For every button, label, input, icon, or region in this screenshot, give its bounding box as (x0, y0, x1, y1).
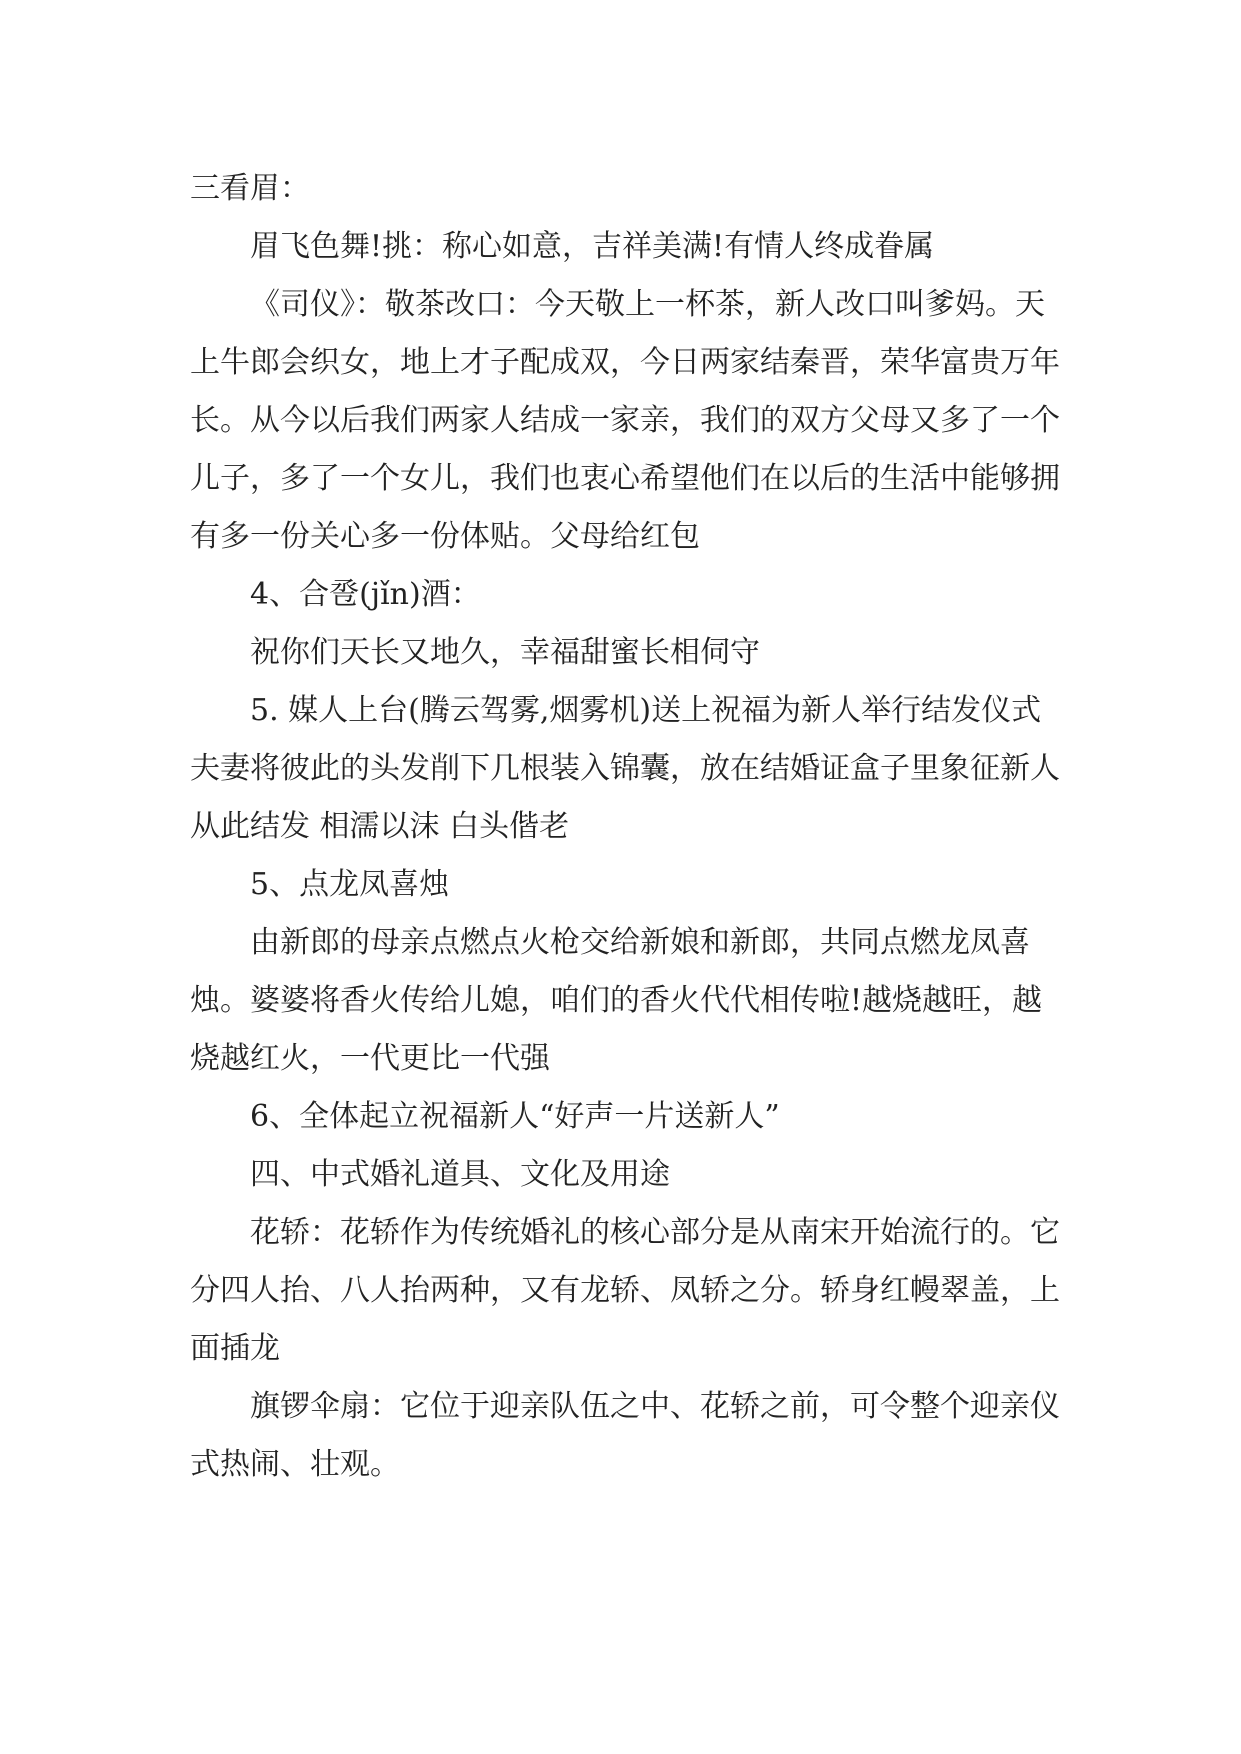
document-body (190, 160, 1060, 1494)
paragraph: 旗锣伞扇：它位于迎亲队伍之中、花轿之前，可令整个迎亲仪式热闹、壮观。 (190, 1389, 1060, 1482)
paragraph: 6、全体起立祝福新人“好声一片送新人” (250, 1099, 780, 1134)
paragraph: 4、合卺(jǐn)酒： (250, 577, 481, 612)
section-heading: 四、中式婚礼道具、文化及用途 (250, 1157, 670, 1192)
paragraph: 眉飞色舞!挑：称心如意，吉祥美满!有情人终成眷属 (250, 229, 935, 264)
paragraph-heading-eyebrows: 三看眉： (190, 171, 310, 206)
paragraph: 5. 媒人上台(腾云驾雾,烟雾机)送上祝福为新人举行结发仪式夫妻将彼此的头发削下几根装入锦囊，放在结婚证盒子里象征新人从此结发 相濡以沫 白头偕老 (190, 693, 1060, 844)
paragraph: 《司仪》：敬茶改口：今天敬上一杯茶，新人改口叫爹妈。天上牛郎会织女，地上才子配成双，今日两家结秦晋，荣华富贵万年长。从今以后我们两家人结成一家亲，我们的双方父母又多了一个儿子，多了一个女儿，我们也衷心希望他们在以后的生活中能够拥有多一份关心多一份体贴。父母给红包 (190, 287, 1060, 554)
paragraph: 花轿：花轿作为传统婚礼的核心部分是从南宋开始流行的。它分四人抬、八人抬两种，又有龙轿、凤轿之分。轿身红幔翠盖，上面插龙 (190, 1215, 1060, 1366)
paragraph: 5、点龙凤喜烛 (250, 867, 450, 902)
paragraph: 由新郎的母亲点燃点火枪交给新娘和新郎，共同点燃龙凤喜烛。婆婆将香火传给儿媳，咱们的香火代代相传啦!越烧越旺，越烧越红火，一代更比一代强 (190, 925, 1043, 1076)
paragraph: 祝你们天长又地久，幸福甜蜜长相伺守 (250, 635, 760, 670)
